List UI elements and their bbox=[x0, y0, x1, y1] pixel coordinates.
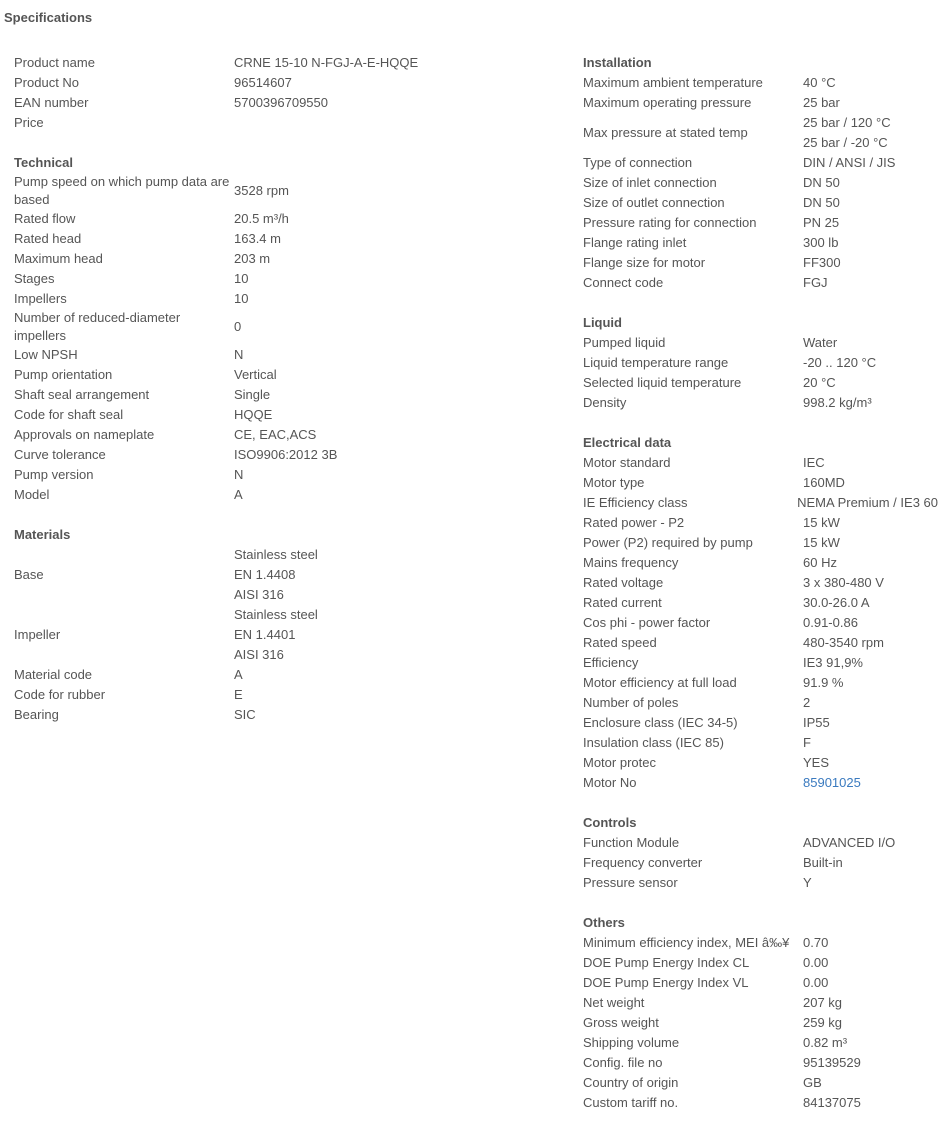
section-title: Electrical data bbox=[583, 435, 672, 450]
spec-value: 3 x 380-480 V bbox=[803, 575, 884, 590]
spec-label: Efficiency bbox=[583, 655, 639, 670]
spec-row bbox=[14, 605, 554, 665]
spec-row bbox=[583, 473, 938, 493]
spec-values bbox=[234, 425, 316, 445]
spec-row bbox=[583, 1033, 938, 1053]
spec-label: Product No bbox=[14, 75, 80, 90]
spec-values bbox=[803, 193, 840, 213]
spec-value: AISI 316 bbox=[234, 587, 284, 602]
spec-value: ISO9906:2012 3B bbox=[234, 447, 338, 462]
spec-label: Curve tolerance bbox=[14, 447, 106, 462]
spec-row bbox=[583, 953, 938, 973]
spec-label: Pumped liquid bbox=[583, 335, 666, 350]
spec-row bbox=[583, 573, 938, 593]
spec-row bbox=[583, 453, 938, 473]
spec-label: Code for shaft seal bbox=[14, 407, 124, 422]
spec-row bbox=[583, 333, 938, 353]
spec-label: DOE Pump Energy Index CL bbox=[583, 955, 750, 970]
spec-values bbox=[803, 93, 840, 113]
spec-value: FGJ bbox=[803, 275, 828, 290]
spec-value: A bbox=[234, 487, 243, 502]
spec-row bbox=[583, 733, 938, 753]
spec-label: DOE Pump Energy Index VL bbox=[583, 975, 749, 990]
spec-value: 20.5 m³/h bbox=[234, 211, 289, 226]
spec-values bbox=[234, 345, 243, 365]
spec-values bbox=[803, 653, 863, 673]
spec-row bbox=[14, 465, 554, 485]
spec-value: 0 bbox=[234, 319, 242, 334]
spec-value: 480-3540 rpm bbox=[803, 635, 884, 650]
spec-label: Rated flow bbox=[14, 211, 76, 226]
spec-value: 10 bbox=[234, 291, 249, 306]
spec-values bbox=[234, 605, 318, 665]
spec-row bbox=[14, 173, 554, 209]
section-installation bbox=[583, 53, 938, 293]
right-column bbox=[583, 53, 938, 1133]
spec-row bbox=[583, 393, 938, 413]
page-title: Specifications bbox=[4, 10, 93, 25]
spec-values bbox=[803, 873, 812, 893]
spec-row bbox=[583, 633, 938, 653]
spec-label: Rated current bbox=[583, 595, 662, 610]
spec-values bbox=[797, 493, 938, 513]
spec-values bbox=[803, 713, 830, 733]
spec-values bbox=[803, 1073, 822, 1093]
spec-row bbox=[14, 385, 554, 405]
spec-row bbox=[583, 233, 938, 253]
spec-values bbox=[803, 513, 840, 533]
section-technical bbox=[14, 153, 554, 505]
spec-label: Net weight bbox=[583, 995, 645, 1010]
spec-value: Stainless steel bbox=[234, 607, 318, 622]
section-title: Liquid bbox=[583, 315, 622, 330]
spec-value: CRNE 15-10 N-FGJ-A-E-HQQE bbox=[234, 55, 419, 70]
section-general bbox=[14, 53, 554, 133]
spec-values bbox=[803, 673, 843, 693]
spec-values bbox=[803, 153, 895, 173]
spec-value: A bbox=[234, 667, 243, 682]
spec-row bbox=[583, 533, 938, 553]
spec-row bbox=[14, 113, 554, 133]
section-electrical-data bbox=[583, 433, 938, 793]
spec-row bbox=[583, 273, 938, 293]
spec-value: 25 bar bbox=[803, 95, 840, 110]
spec-value: DIN / ANSI / JIS bbox=[803, 155, 896, 170]
spec-label: Rated power - P2 bbox=[583, 515, 685, 530]
spec-values bbox=[234, 229, 281, 249]
spec-label: Maximum head bbox=[14, 251, 103, 266]
spec-value-link[interactable]: 85901025 bbox=[803, 775, 861, 790]
spec-values bbox=[803, 613, 858, 633]
spec-values bbox=[803, 693, 810, 713]
section-controls bbox=[583, 813, 938, 893]
spec-row bbox=[583, 513, 938, 533]
spec-value: Vertical bbox=[234, 367, 277, 382]
spec-values bbox=[803, 993, 842, 1013]
spec-values bbox=[803, 353, 876, 373]
spec-value: 0.91-0.86 bbox=[803, 615, 858, 630]
spec-values bbox=[803, 393, 872, 413]
spec-value: DN 50 bbox=[803, 175, 840, 190]
spec-value: 15 kW bbox=[803, 515, 840, 530]
spec-label: Rated speed bbox=[583, 635, 657, 650]
spec-row bbox=[583, 833, 938, 853]
spec-label: Approvals on nameplate bbox=[14, 427, 155, 442]
spec-values bbox=[234, 485, 243, 505]
spec-value: 163.4 m bbox=[234, 231, 281, 246]
spec-row bbox=[14, 289, 554, 309]
spec-row bbox=[14, 485, 554, 505]
spec-values bbox=[234, 93, 328, 113]
spec-value: GB bbox=[803, 1075, 822, 1090]
spec-values bbox=[803, 853, 843, 873]
spec-label: Frequency converter bbox=[583, 855, 703, 870]
spec-value: 10 bbox=[234, 271, 249, 286]
spec-values bbox=[234, 445, 337, 465]
spec-value: IE3 91,9% bbox=[803, 655, 863, 670]
spec-label: Motor efficiency at full load bbox=[583, 675, 737, 690]
spec-values bbox=[803, 773, 861, 793]
spec-values bbox=[803, 253, 841, 273]
spec-row bbox=[583, 1073, 938, 1093]
spec-row bbox=[583, 713, 938, 733]
spec-label: Connect code bbox=[583, 275, 664, 290]
spec-row bbox=[14, 685, 554, 705]
spec-value: 998.2 kg/m³ bbox=[803, 395, 872, 410]
spec-value: 60 Hz bbox=[803, 555, 837, 570]
spec-values bbox=[803, 213, 839, 233]
spec-value: 15 kW bbox=[803, 535, 840, 550]
spec-values bbox=[803, 453, 825, 473]
spec-values bbox=[803, 1053, 861, 1073]
spec-label: Power (P2) required by pump bbox=[583, 535, 753, 550]
spec-value: 2 bbox=[803, 695, 811, 710]
spec-values bbox=[234, 685, 243, 705]
spec-value: 300 lb bbox=[803, 235, 839, 250]
spec-label: Custom tariff no. bbox=[583, 1095, 679, 1110]
spec-value: PN 25 bbox=[803, 215, 840, 230]
spec-row bbox=[583, 653, 938, 673]
spec-row bbox=[583, 1093, 938, 1113]
spec-value: Stainless steel bbox=[234, 547, 318, 562]
spec-label: Gross weight bbox=[583, 1015, 659, 1030]
spec-row bbox=[583, 93, 938, 113]
spec-label: Rated voltage bbox=[583, 575, 664, 590]
spec-label: Code for rubber bbox=[14, 687, 106, 702]
section-title: Technical bbox=[14, 155, 74, 170]
section-others bbox=[583, 913, 938, 1113]
spec-row bbox=[583, 493, 938, 513]
spec-value: 5700396709550 bbox=[234, 95, 328, 110]
spec-value: 30.0-26.0 A bbox=[803, 595, 870, 610]
spec-values bbox=[803, 593, 870, 613]
spec-value: 91.9 % bbox=[803, 675, 844, 690]
spec-value: YES bbox=[803, 755, 830, 770]
spec-row bbox=[583, 973, 938, 993]
spec-value: 0.00 bbox=[803, 975, 829, 990]
spec-value: E bbox=[234, 687, 243, 702]
spec-values bbox=[803, 733, 811, 753]
spec-row bbox=[14, 665, 554, 685]
spec-value: Built-in bbox=[803, 855, 843, 870]
spec-row bbox=[583, 933, 938, 953]
spec-row bbox=[583, 253, 938, 273]
spec-row bbox=[583, 673, 938, 693]
spec-values bbox=[803, 173, 840, 193]
spec-row bbox=[583, 173, 938, 193]
spec-values bbox=[234, 385, 270, 405]
spec-value: 160MD bbox=[803, 475, 845, 490]
spec-values bbox=[803, 473, 845, 493]
spec-row bbox=[583, 593, 938, 613]
spec-label: Number of reduced-diameter impellers bbox=[14, 310, 181, 343]
spec-row bbox=[583, 373, 938, 393]
spec-value: CE, EAC,ACS bbox=[234, 427, 317, 442]
spec-label: Base bbox=[14, 567, 44, 582]
spec-row bbox=[14, 229, 554, 249]
spec-label: Motor protec bbox=[583, 755, 656, 770]
spec-value: Y bbox=[803, 875, 812, 890]
spec-label: Type of connection bbox=[583, 155, 693, 170]
spec-label: Insulation class (IEC 85) bbox=[583, 735, 724, 750]
spec-row bbox=[583, 213, 938, 233]
spec-label: Maximum ambient temperature bbox=[583, 75, 763, 90]
spec-label: Material code bbox=[14, 667, 93, 682]
spec-row bbox=[583, 193, 938, 213]
spec-values bbox=[234, 665, 243, 685]
section-liquid bbox=[583, 313, 938, 413]
spec-label: Country of origin bbox=[583, 1075, 679, 1090]
spec-row bbox=[583, 73, 938, 93]
spec-label: Motor standard bbox=[583, 455, 671, 470]
spec-row bbox=[14, 365, 554, 385]
spec-row bbox=[583, 153, 938, 173]
spec-label: EAN number bbox=[14, 95, 89, 110]
spec-values bbox=[803, 1033, 847, 1053]
spec-label: Impeller bbox=[14, 627, 61, 642]
spec-values bbox=[234, 269, 248, 289]
spec-label: Pump speed on which pump data are based bbox=[14, 174, 230, 207]
spec-value: F bbox=[803, 735, 811, 750]
spec-values bbox=[234, 73, 292, 93]
spec-value: 25 bar / -20 °C bbox=[803, 135, 888, 150]
section-materials bbox=[14, 525, 554, 725]
spec-value: 96514607 bbox=[234, 75, 292, 90]
section-title: Materials bbox=[14, 527, 71, 542]
spec-label: Max pressure at stated temp bbox=[583, 125, 748, 140]
spec-value: 0.70 bbox=[803, 935, 829, 950]
spec-value: 0.00 bbox=[803, 955, 829, 970]
spec-label: Flange rating inlet bbox=[583, 235, 687, 250]
spec-label: Flange size for motor bbox=[583, 255, 706, 270]
spec-label: Number of poles bbox=[583, 695, 679, 710]
spec-value: FF300 bbox=[803, 255, 841, 270]
spec-row bbox=[14, 53, 554, 73]
spec-values bbox=[803, 373, 836, 393]
spec-label: Cos phi - power factor bbox=[583, 615, 711, 630]
spec-label: Pressure rating for connection bbox=[583, 215, 757, 230]
spec-value: N bbox=[234, 467, 244, 482]
spec-label: Selected liquid temperature bbox=[583, 375, 742, 390]
spec-row bbox=[583, 773, 938, 793]
spec-row bbox=[583, 853, 938, 873]
spec-value: 95139529 bbox=[803, 1055, 861, 1070]
spec-value: DN 50 bbox=[803, 195, 840, 210]
spec-values bbox=[234, 705, 256, 725]
spec-label: Size of inlet connection bbox=[583, 175, 717, 190]
spec-value: N bbox=[234, 347, 244, 362]
spec-row bbox=[14, 249, 554, 269]
spec-label: Mains frequency bbox=[583, 555, 679, 570]
spec-values bbox=[803, 573, 884, 593]
spec-values bbox=[803, 953, 828, 973]
spec-values bbox=[234, 365, 277, 385]
spec-value: EN 1.4408 bbox=[234, 567, 296, 582]
spec-value: NEMA Premium / IE3 60 bbox=[797, 495, 938, 510]
spec-label: Pump version bbox=[14, 467, 94, 482]
spec-value: 0.82 m³ bbox=[803, 1035, 848, 1050]
section-title: Installation bbox=[583, 55, 652, 70]
spec-label: Pressure sensor bbox=[583, 875, 678, 890]
spec-row bbox=[583, 693, 938, 713]
spec-values bbox=[803, 833, 895, 853]
spec-label: Bearing bbox=[14, 707, 59, 722]
spec-label: Shipping volume bbox=[583, 1035, 680, 1050]
spec-row bbox=[14, 705, 554, 725]
spec-value: -20 .. 120 °C bbox=[803, 355, 877, 370]
spec-values bbox=[234, 53, 418, 73]
spec-value: 25 bar / 120 °C bbox=[803, 115, 891, 130]
spec-label: Stages bbox=[14, 271, 55, 286]
spec-values bbox=[803, 113, 891, 153]
spec-row bbox=[583, 993, 938, 1013]
spec-label: Config. file no bbox=[583, 1055, 663, 1070]
spec-value: EN 1.4401 bbox=[234, 627, 296, 642]
section-title: Others bbox=[583, 915, 625, 930]
spec-row bbox=[583, 753, 938, 773]
spec-row bbox=[14, 73, 554, 93]
spec-row bbox=[14, 345, 554, 365]
spec-values bbox=[803, 753, 829, 773]
spec-row bbox=[583, 1013, 938, 1033]
spec-value: 3528 rpm bbox=[234, 183, 289, 198]
spec-value: IEC bbox=[803, 455, 825, 470]
spec-row bbox=[14, 445, 554, 465]
spec-row bbox=[14, 209, 554, 229]
spec-label: Pump orientation bbox=[14, 367, 113, 382]
spec-values bbox=[803, 233, 838, 253]
spec-values bbox=[803, 73, 836, 93]
spec-label: Low NPSH bbox=[14, 347, 78, 362]
spec-label: Motor No bbox=[583, 775, 637, 790]
spec-row bbox=[14, 405, 554, 425]
spec-values bbox=[234, 545, 318, 605]
spec-value: Single bbox=[234, 387, 271, 402]
spec-row bbox=[14, 309, 554, 345]
spec-label: Function Module bbox=[583, 835, 680, 850]
spec-values bbox=[803, 533, 840, 553]
spec-value: 203 m bbox=[234, 251, 271, 266]
spec-row bbox=[583, 873, 938, 893]
spec-label: Density bbox=[583, 395, 627, 410]
spec-value: ADVANCED I/O bbox=[803, 835, 896, 850]
spec-values bbox=[803, 333, 837, 353]
spec-values bbox=[803, 633, 884, 653]
spec-value: 207 kg bbox=[803, 995, 843, 1010]
spec-values bbox=[234, 317, 241, 337]
spec-label: Size of outlet connection bbox=[583, 195, 725, 210]
spec-values bbox=[234, 181, 289, 201]
spec-label: IE Efficiency class bbox=[583, 495, 688, 510]
spec-values bbox=[234, 209, 289, 229]
spec-value: 20 °C bbox=[803, 375, 836, 390]
spec-values bbox=[234, 465, 243, 485]
spec-value: 259 kg bbox=[803, 1015, 843, 1030]
spec-row bbox=[583, 1053, 938, 1073]
spec-label: Liquid temperature range bbox=[583, 355, 729, 370]
spec-values bbox=[803, 1013, 842, 1033]
section-title: Controls bbox=[583, 815, 637, 830]
spec-label: Motor type bbox=[583, 475, 645, 490]
spec-label: Product name bbox=[14, 55, 95, 70]
spec-label: Rated head bbox=[14, 231, 82, 246]
spec-value: 84137075 bbox=[803, 1095, 861, 1110]
spec-row bbox=[583, 613, 938, 633]
left-column bbox=[14, 53, 554, 745]
spec-value: SIC bbox=[234, 707, 256, 722]
spec-values bbox=[803, 933, 828, 953]
spec-label: Shaft seal arrangement bbox=[14, 387, 150, 402]
spec-value: 40 °C bbox=[803, 75, 836, 90]
spec-row bbox=[14, 425, 554, 445]
spec-label: Minimum efficiency index, MEI â‰¥ bbox=[583, 935, 790, 950]
spec-values bbox=[803, 973, 828, 993]
spec-label: Model bbox=[14, 487, 50, 502]
spec-label: Maximum operating pressure bbox=[583, 95, 752, 110]
spec-values bbox=[803, 553, 837, 573]
spec-label: Impellers bbox=[14, 291, 67, 306]
spec-row bbox=[14, 269, 554, 289]
spec-row bbox=[583, 113, 938, 153]
spec-values bbox=[803, 1093, 861, 1113]
spec-value: Water bbox=[803, 335, 838, 350]
spec-row bbox=[583, 553, 938, 573]
spec-value: AISI 316 bbox=[234, 647, 284, 662]
spec-value: IP55 bbox=[803, 715, 830, 730]
spec-values bbox=[803, 273, 828, 293]
spec-label: Enclosure class (IEC 34-5) bbox=[583, 715, 738, 730]
spec-values bbox=[234, 405, 272, 425]
spec-row bbox=[14, 545, 554, 605]
spec-label: Price bbox=[14, 115, 44, 130]
spec-value: HQQE bbox=[234, 407, 273, 422]
spec-values bbox=[234, 249, 270, 269]
spec-row bbox=[14, 93, 554, 113]
spec-values bbox=[234, 289, 248, 309]
spec-row bbox=[583, 353, 938, 373]
